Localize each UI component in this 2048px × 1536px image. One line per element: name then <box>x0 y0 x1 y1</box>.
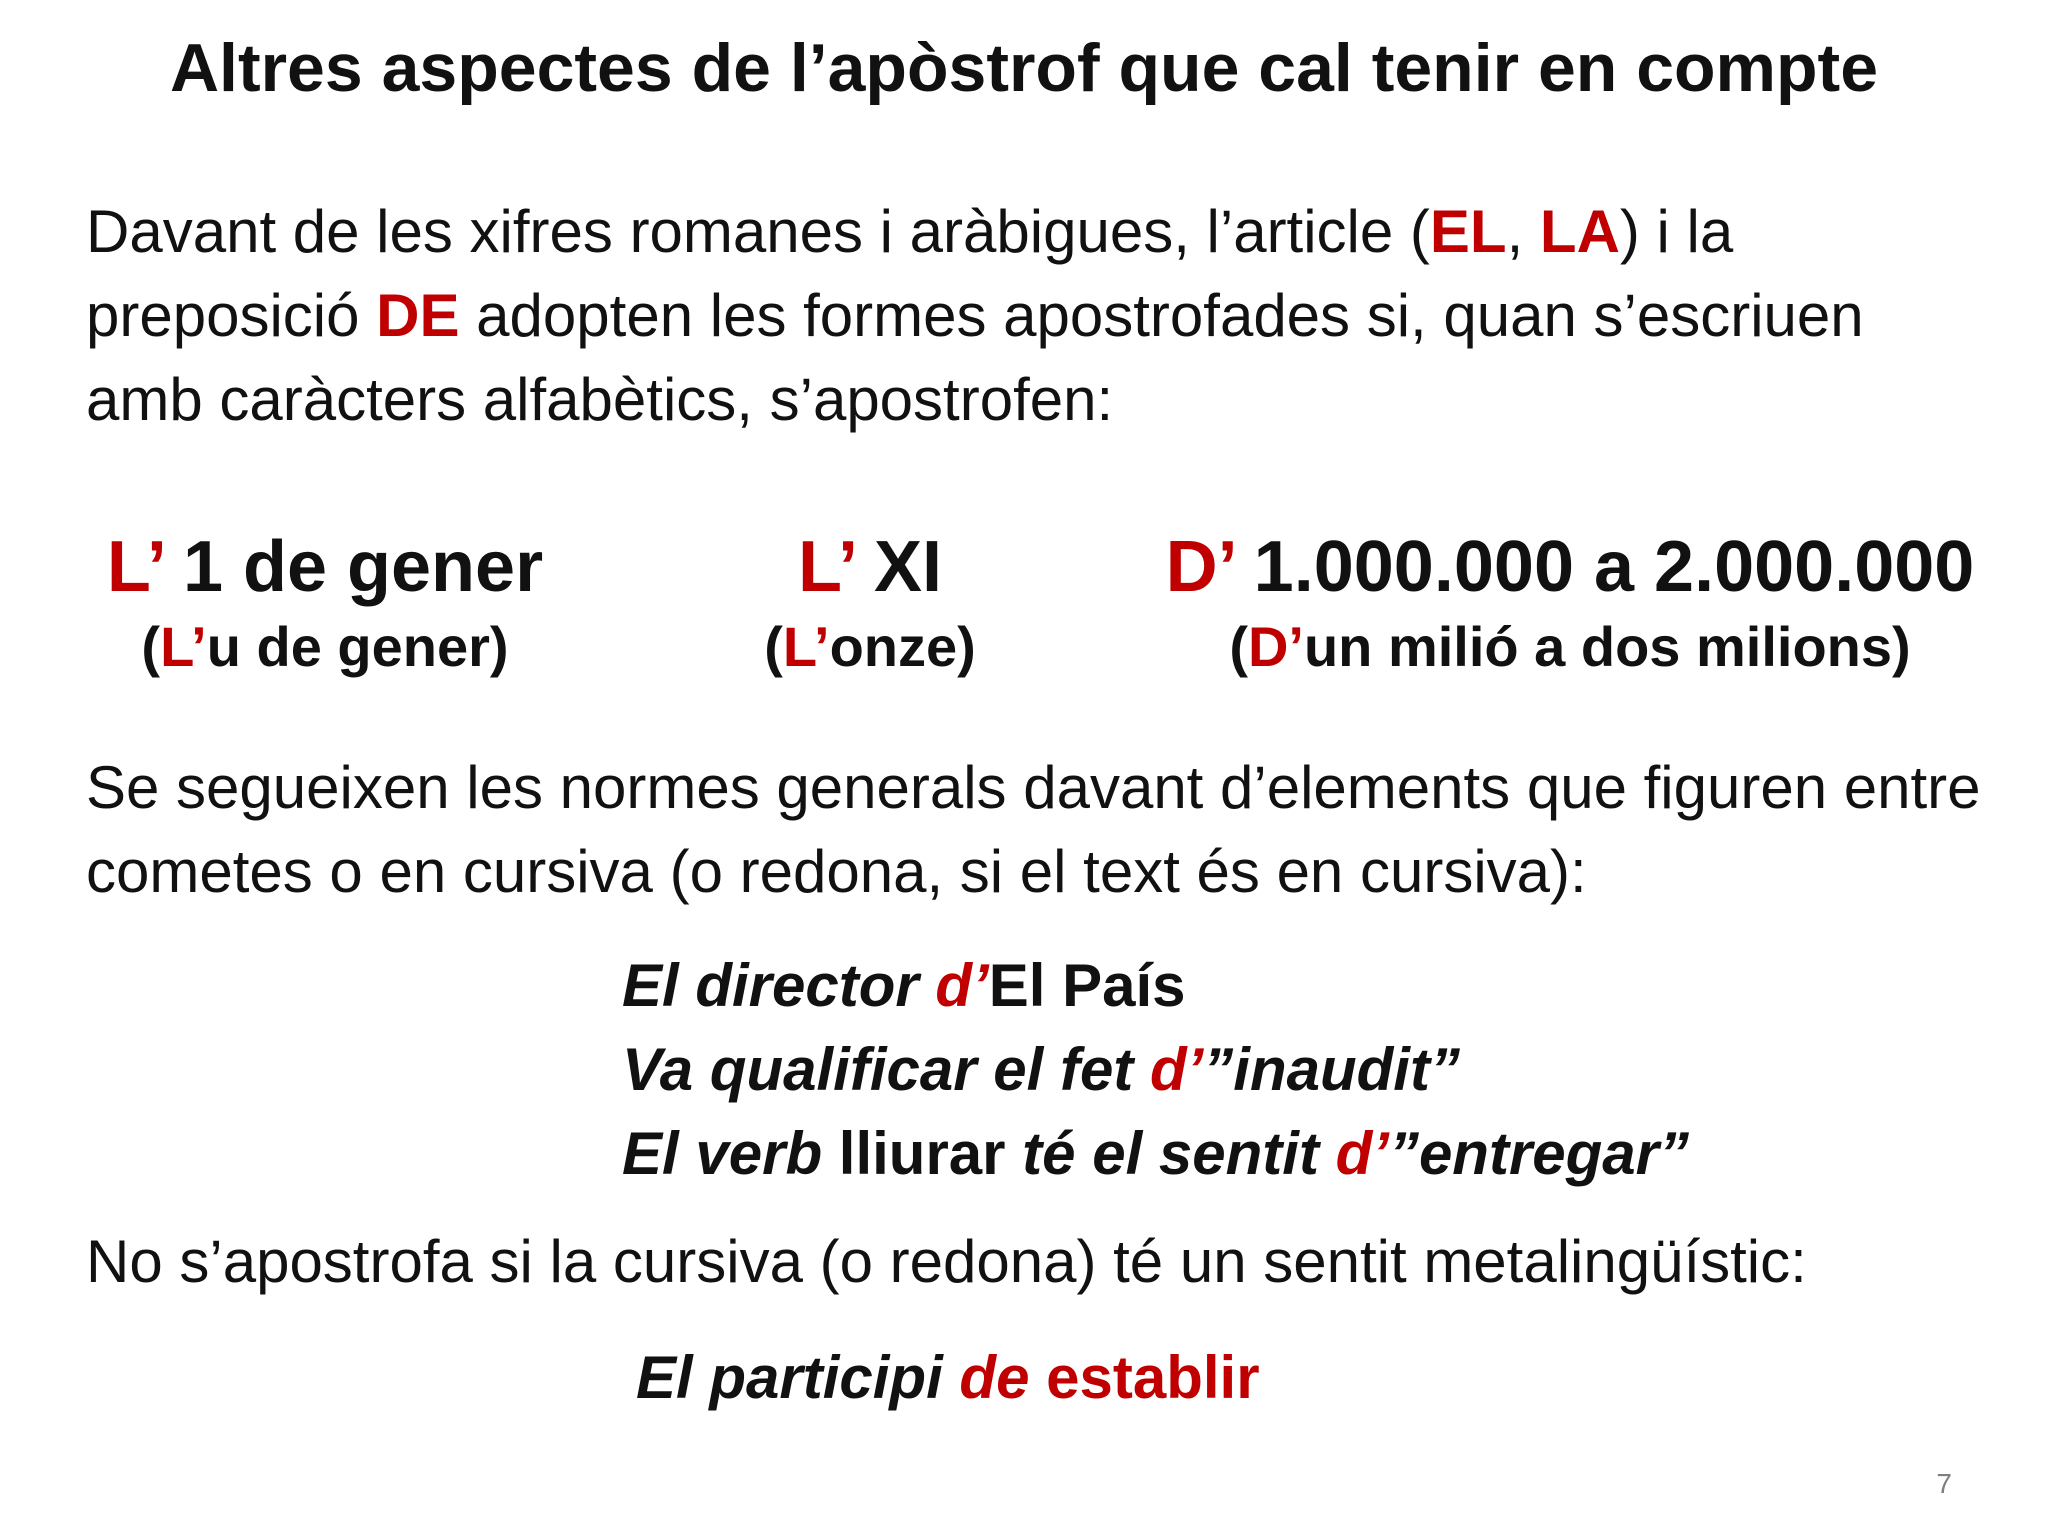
reading-open: ( <box>764 615 783 678</box>
example-italic-text: Va qualificar el fet <box>622 1036 1150 1103</box>
preposition-de: DE <box>376 282 460 349</box>
reading-rest: u de gener) <box>206 615 509 678</box>
example-roman-text: lliurar <box>838 1120 1006 1187</box>
number-example-main <box>80 522 570 612</box>
example-italic-text: El verb <box>622 1120 839 1187</box>
example-roman-text: establir <box>1029 1344 1260 1411</box>
intro-text-1: Davant de les xifres romanes i aràbigues, l’article ( <box>86 198 1430 265</box>
slide-title: Altres aspectes de l’apòstrof que cal tenir en compte <box>169 30 1879 106</box>
quotes-paragraph: Se segueixen les normes generals davant d’elements que figuren entre cometes o en cursiva (o redona, si el text és en cursiva): <box>86 754 1981 905</box>
quote-example-line <box>622 944 1689 1028</box>
reading-article: L’ <box>782 615 830 678</box>
quotes-examples <box>622 944 1689 1196</box>
article-el: EL <box>1429 198 1507 265</box>
example-apostrophe: d’ <box>1149 1036 1204 1103</box>
example-article: D’ <box>1165 527 1234 607</box>
quote-example-line <box>622 1028 1689 1112</box>
example-apostrophe: d’ <box>1335 1120 1389 1187</box>
reading-rest: un milió a dos milions) <box>1303 615 1911 678</box>
reading-open: ( <box>1229 615 1248 678</box>
example-article: L’ <box>106 527 163 607</box>
example-rest: 1 de gener <box>162 527 544 607</box>
number-example-1 <box>80 522 570 682</box>
intro-comma: , <box>1506 198 1540 265</box>
quote-example-line <box>622 1112 1689 1196</box>
example-italic-text: ”inaudit” <box>1203 1036 1460 1103</box>
article-la: LA <box>1539 198 1620 265</box>
reading-article: D’ <box>1247 615 1304 678</box>
intro-text-2: ) i la preposició <box>86 198 1734 349</box>
example-italic-text: té el sentit <box>1005 1120 1336 1187</box>
intro-paragraph <box>86 190 1986 442</box>
example-article: L’ <box>797 527 854 607</box>
reading-open: ( <box>141 615 161 678</box>
number-example-reading <box>1130 612 2010 682</box>
metalinguistic-paragraph: No s’apostrofa si la cursiva (o redona) té un sentit metalingüístic: <box>86 1228 1807 1295</box>
example-italic-text: El participi <box>636 1344 960 1411</box>
number-example-main <box>1130 522 2010 612</box>
example-rest: XI <box>854 527 943 607</box>
number-example-3 <box>1130 522 2010 682</box>
page-number: 7 <box>1936 1468 1952 1499</box>
example-italic-text: El director <box>622 952 936 1019</box>
example-apostrophe: d’ <box>935 952 989 1019</box>
reading-rest: onze) <box>829 615 976 678</box>
intro-text-3: adopten les formes apostrofades si, quan s’escriuen amb caràcters alfabètics, s’apostrofen: <box>86 282 1864 433</box>
number-example-reading <box>80 612 570 682</box>
metalinguistic-example <box>636 1336 1260 1420</box>
number-example-reading <box>720 612 1020 682</box>
example-preposition: de <box>959 1344 1030 1411</box>
example-roman-text: El País <box>988 952 1186 1019</box>
reading-article: L’ <box>160 615 207 678</box>
example-rest: 1.000.000 a 2.000.000 <box>1233 527 1975 607</box>
number-example-main <box>720 522 1020 612</box>
number-example-2 <box>720 522 1020 682</box>
example-italic-text: ”entregar” <box>1388 1120 1690 1187</box>
